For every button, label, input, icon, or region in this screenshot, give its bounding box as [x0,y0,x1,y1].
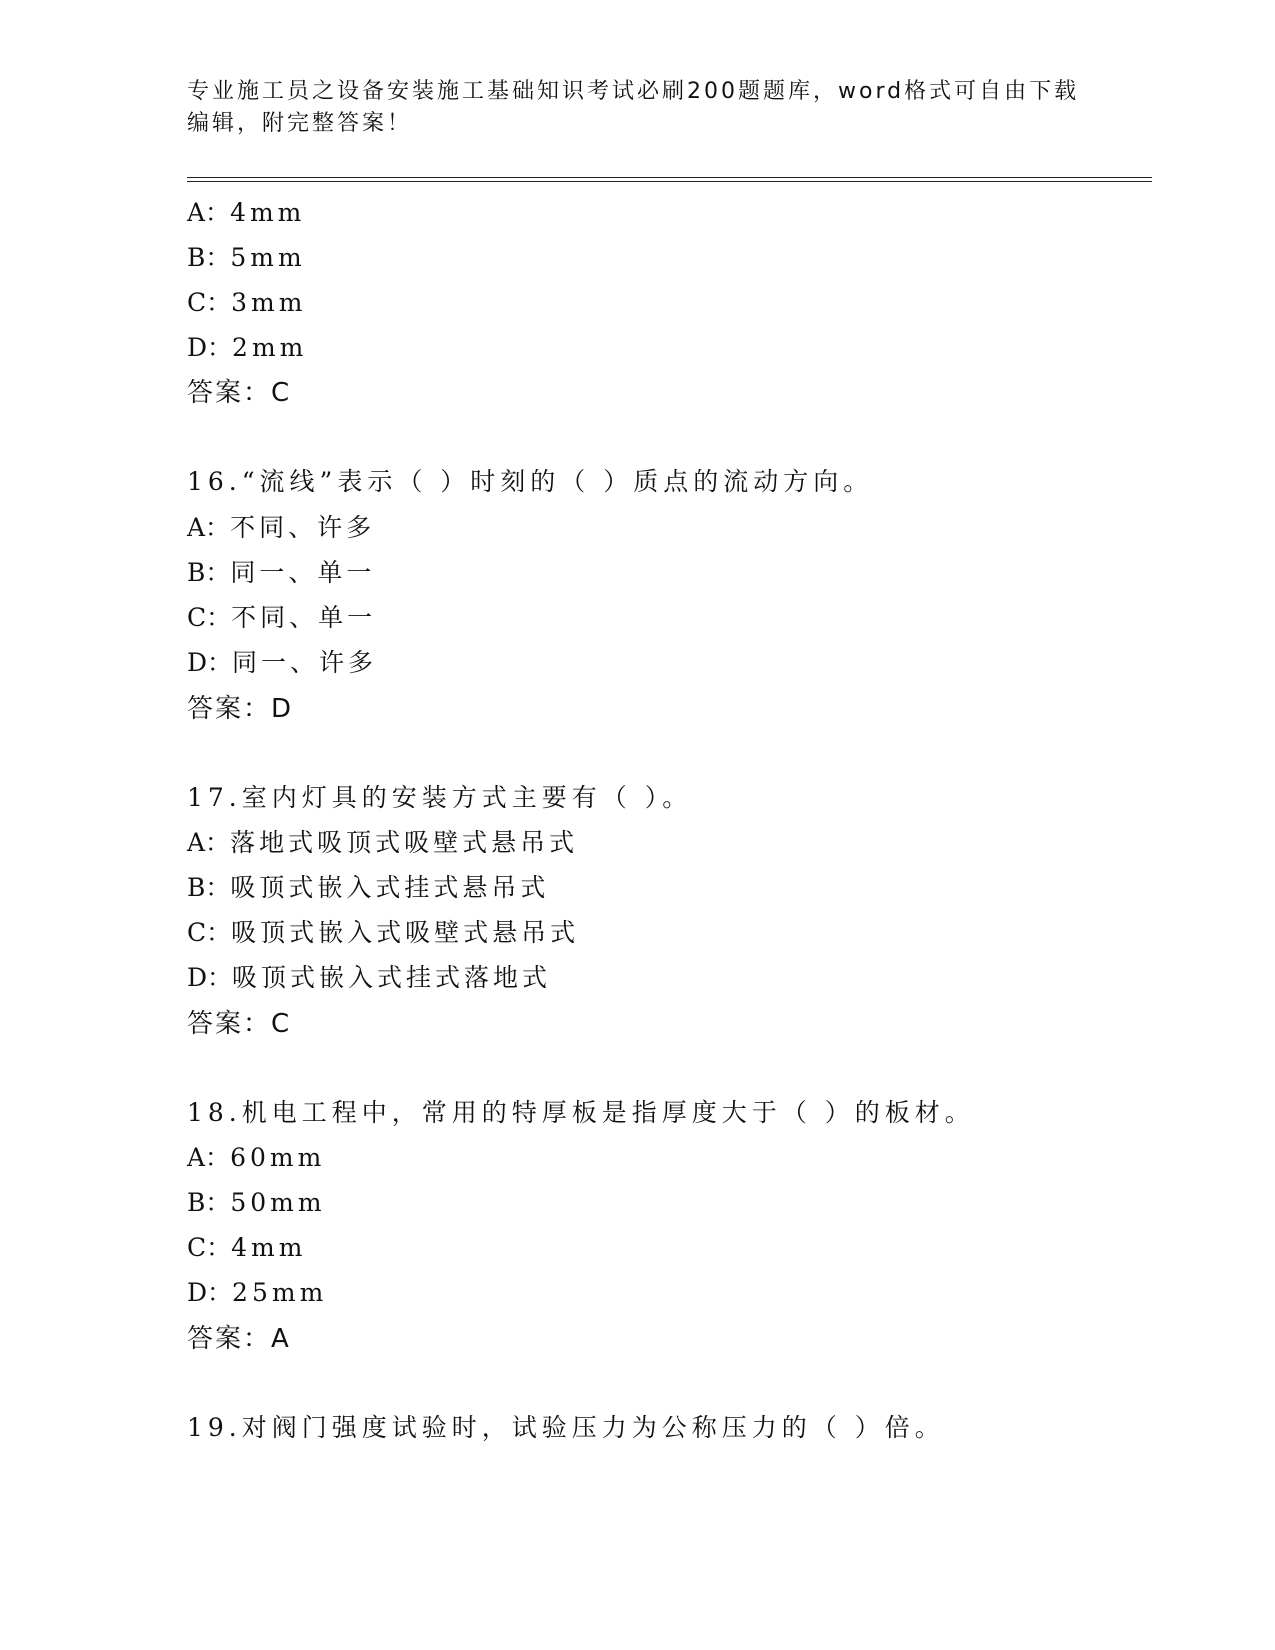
q17-answer: 答案：C [187,1009,292,1039]
q16-option-d: D：同一、许多 [187,648,378,677]
q16-answer: 答案：D [187,694,294,724]
q17-option-d: D：吸顶式嵌入式挂式落地式 [187,963,552,992]
q18-option-c: C：4mm [187,1233,307,1262]
q15-option-a: A：4mm [187,198,306,227]
q18-option-a: A：60mm [187,1143,326,1172]
q17-option-a: A：落地式吸顶式吸壁式悬吊式 [187,828,579,857]
q15-option-d: D：2mm [187,333,308,362]
q18-question: 18.机电工程中，常用的特厚板是指厚度大于（ ）的板材。 [187,1098,975,1127]
q19-question: 19.对阀门强度试验时，试验压力为公称压力的（ ）倍。 [187,1413,945,1442]
q16-option-c: C：不同、单一 [187,603,377,632]
header-divider-bottom [187,181,1152,182]
q18-answer: 答案：A [187,1324,291,1354]
q16-question: 16.“流线”表示（ ）时刻的（ ）质点的流动方向。 [187,467,874,496]
q15-answer: 答案：C [187,378,292,408]
document-title-line-2: 编辑，附完整答案！ [187,111,413,136]
header-divider-top [187,177,1152,178]
q17-option-c: C：吸顶式嵌入式吸壁式悬吊式 [187,918,580,947]
q18-option-d: D：25mm [187,1278,328,1307]
q16-option-a: A：不同、许多 [187,513,376,542]
document-title-line-1: 专业施工员之设备安装施工基础知识考试必刷200题题库，word格式可自由下载 [187,79,1080,104]
q17-option-b: B：吸顶式嵌入式挂式悬吊式 [187,873,550,902]
q17-question: 17.室内灯具的安装方式主要有（ ）。 [187,783,693,812]
q16-option-b: B：同一、单一 [187,558,376,587]
q15-option-b: B：5mm [187,243,306,272]
q15-option-c: C：3mm [187,288,307,317]
q18-option-b: B：50mm [187,1188,326,1217]
